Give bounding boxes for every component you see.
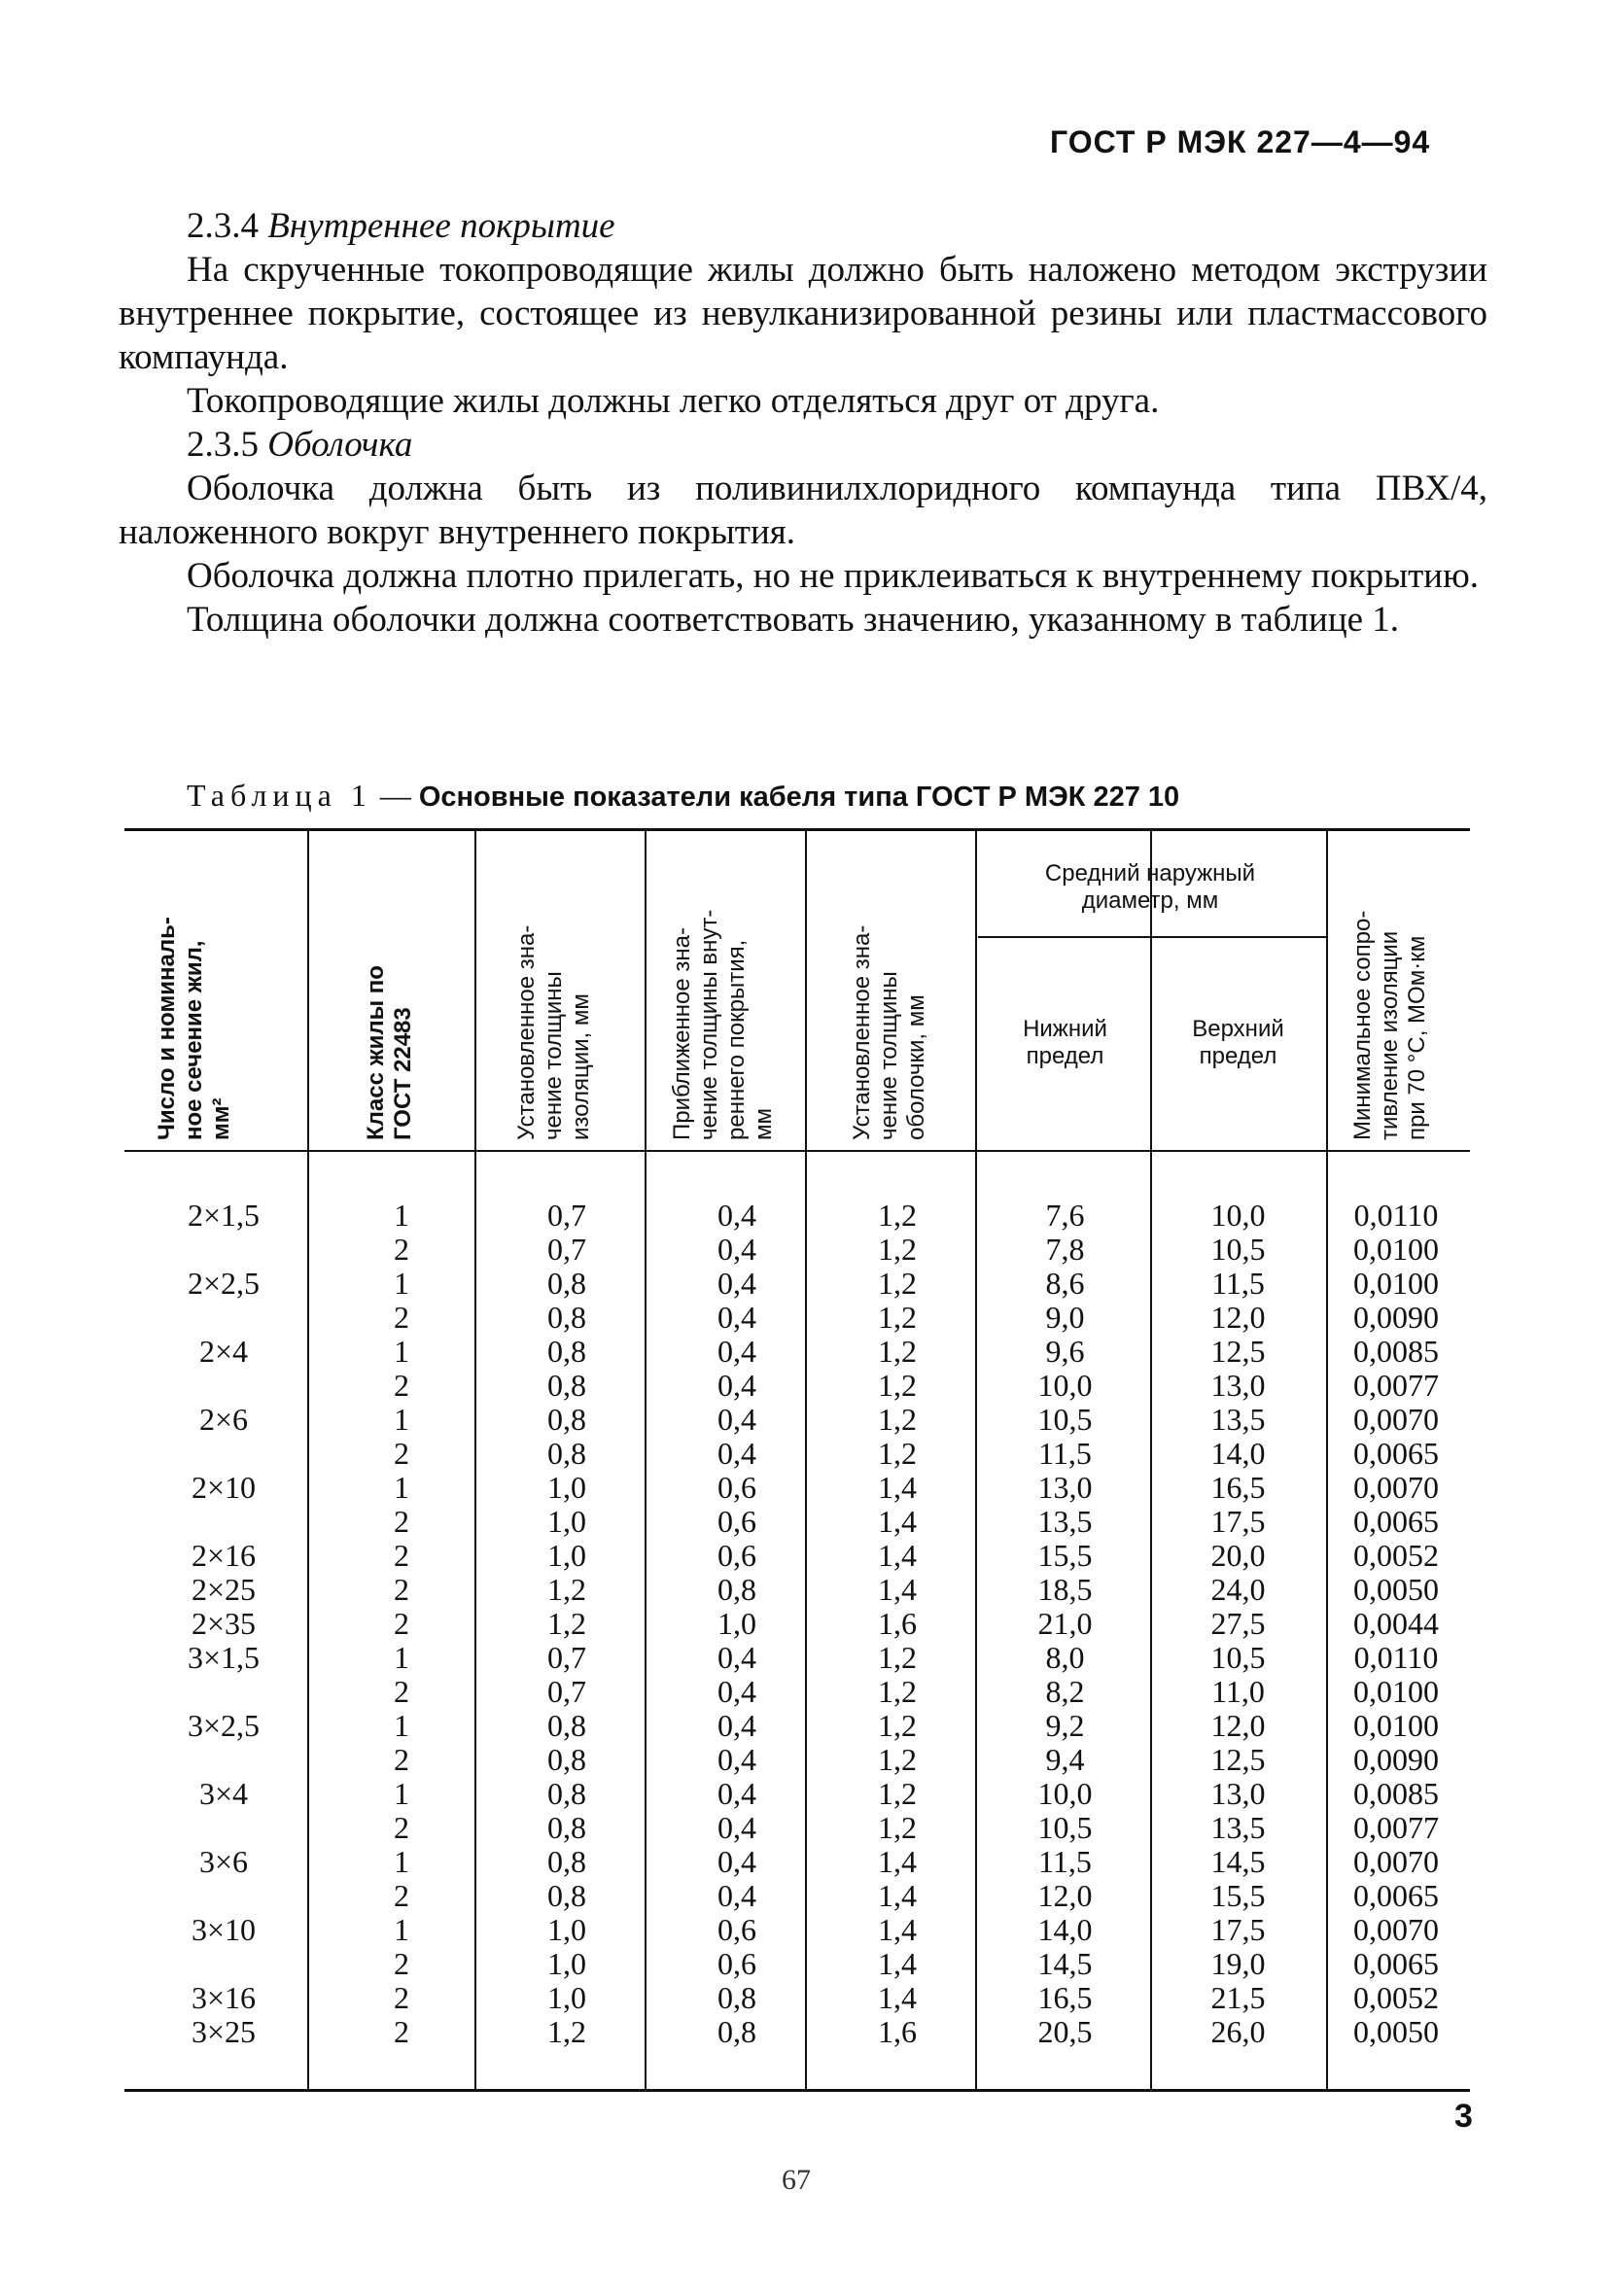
header-inner-covering-thickness: Приближенное зна- чение толщины внут- реннего покрытия, мм bbox=[669, 909, 777, 1140]
upper-limit-cell: 12,5 bbox=[1210, 1334, 1266, 1369]
sheath-cell: 1,2 bbox=[878, 1232, 917, 1267]
resistance-cell: 0,0077 bbox=[1353, 1368, 1439, 1403]
conductors-cell: 3×6 bbox=[198, 1844, 249, 1879]
inner-covering-cell: 0,8 bbox=[717, 1572, 756, 1607]
lower-limit-cell: 9,6 bbox=[1045, 1334, 1085, 1369]
upper-limit-cell: 11,5 bbox=[1211, 1266, 1265, 1301]
sheath-cell: 1,4 bbox=[878, 1470, 917, 1505]
upper-limit-cell: 27,5 bbox=[1210, 1606, 1266, 1641]
class-cell: 2 bbox=[394, 1606, 409, 1641]
table-row bbox=[124, 1267, 1470, 1301]
class-cell: 2 bbox=[394, 1674, 409, 1709]
resistance-cell: 0,0090 bbox=[1353, 1742, 1439, 1777]
upper-limit-cell: 10,5 bbox=[1210, 1232, 1266, 1267]
inner-covering-cell: 0,4 bbox=[717, 1640, 756, 1675]
section-title: Внутреннее покрытие bbox=[267, 206, 615, 246]
upper-limit-cell: 21,5 bbox=[1210, 1980, 1266, 2015]
insulation-cell: 0,7 bbox=[547, 1198, 586, 1233]
upper-limit-cell: 14,0 bbox=[1210, 1436, 1266, 1471]
inner-covering-cell: 0,6 bbox=[717, 1538, 756, 1573]
table-row bbox=[124, 1301, 1470, 1335]
lower-limit-cell: 21,0 bbox=[1037, 1606, 1093, 1641]
table-row bbox=[124, 1675, 1470, 1709]
insulation-cell: 1,0 bbox=[547, 1470, 586, 1505]
inner-covering-cell: 0,4 bbox=[717, 1402, 756, 1437]
document-code-header: ГОСТ Р МЭК 227—4—94 bbox=[1050, 124, 1431, 159]
resistance-cell: 0,0077 bbox=[1353, 1810, 1439, 1845]
upper-limit-cell: 17,5 bbox=[1210, 1912, 1266, 1947]
sheath-cell: 1,4 bbox=[878, 1946, 917, 1981]
inner-covering-cell: 0,4 bbox=[717, 1198, 756, 1233]
sheath-cell: 1,4 bbox=[878, 1504, 917, 1539]
paragraph: Токопроводящие жилы должны легко отделяться друг от друга. bbox=[187, 381, 1160, 421]
class-cell: 1 bbox=[394, 1640, 409, 1675]
lower-limit-cell: 13,5 bbox=[1037, 1504, 1093, 1539]
insulation-cell: 1,2 bbox=[547, 1572, 586, 1607]
resistance-cell: 0,0070 bbox=[1353, 1402, 1439, 1437]
lower-limit-cell: 10,0 bbox=[1037, 1368, 1093, 1403]
inner-covering-cell: 0,4 bbox=[717, 1232, 756, 1267]
insulation-cell: 1,2 bbox=[547, 1606, 586, 1641]
inner-covering-cell: 0,4 bbox=[717, 1878, 756, 1913]
resistance-cell: 0,0052 bbox=[1353, 1538, 1439, 1573]
table-row bbox=[124, 1573, 1470, 1607]
sheath-cell: 1,2 bbox=[878, 1436, 917, 1471]
conductors-cell: 2×35 bbox=[191, 1606, 257, 1641]
class-cell: 1 bbox=[394, 1776, 409, 1811]
resistance-cell: 0,0090 bbox=[1353, 1300, 1439, 1335]
inner-covering-cell: 0,4 bbox=[717, 1742, 756, 1777]
table-caption-dash: — bbox=[371, 778, 419, 813]
insulation-cell: 1,0 bbox=[547, 1504, 586, 1539]
table-row bbox=[124, 1811, 1470, 1845]
sheath-cell: 1,2 bbox=[878, 1198, 917, 1233]
lower-limit-cell: 8,2 bbox=[1045, 1674, 1085, 1709]
sheath-cell: 1,4 bbox=[878, 1980, 917, 2015]
conductors-cell: 2×10 bbox=[191, 1470, 257, 1505]
table-row bbox=[124, 1539, 1470, 1573]
resistance-cell: 0,0050 bbox=[1353, 2014, 1439, 2049]
sheath-cell: 1,2 bbox=[878, 1810, 917, 1845]
body-text bbox=[119, 204, 1487, 642]
class-cell: 2 bbox=[394, 1742, 409, 1777]
section-heading bbox=[119, 423, 1487, 467]
class-cell: 2 bbox=[394, 1368, 409, 1403]
upper-limit-cell: 26,0 bbox=[1210, 2014, 1266, 2049]
conductors-cell: 3×1,5 bbox=[187, 1640, 261, 1675]
class-cell: 2 bbox=[394, 1878, 409, 1913]
sheath-cell: 1,2 bbox=[878, 1300, 917, 1335]
insulation-cell: 1,0 bbox=[547, 1980, 586, 2015]
inner-covering-cell: 0,6 bbox=[717, 1504, 756, 1539]
resistance-cell: 0,0044 bbox=[1353, 1606, 1439, 1641]
resistance-cell: 0,0100 bbox=[1353, 1708, 1439, 1743]
upper-limit-cell: 16,5 bbox=[1210, 1470, 1266, 1505]
lower-limit-cell: 20,5 bbox=[1037, 2014, 1093, 2049]
page-number-right: 3 bbox=[1454, 2098, 1473, 2135]
upper-limit-cell: 12,0 bbox=[1210, 1300, 1266, 1335]
lower-limit-cell: 11,5 bbox=[1038, 1436, 1092, 1471]
conductors-cell: 2×16 bbox=[191, 1538, 257, 1573]
class-cell: 2 bbox=[394, 1538, 409, 1573]
class-cell: 1 bbox=[394, 1912, 409, 1947]
class-cell: 1 bbox=[394, 1198, 409, 1233]
resistance-cell: 0,0050 bbox=[1353, 1572, 1439, 1607]
table-row bbox=[124, 1471, 1470, 1505]
paragraph: Оболочка должна плотно прилегать, но не приклеиваться к внутреннему покрытию. bbox=[187, 556, 1479, 596]
lower-limit-cell: 7,6 bbox=[1045, 1198, 1085, 1233]
table-row bbox=[124, 1777, 1470, 1811]
sheath-cell: 1,2 bbox=[878, 1674, 917, 1709]
upper-limit-cell: 11,0 bbox=[1211, 1674, 1265, 1709]
page-number-bottom: 67 bbox=[782, 2164, 811, 2196]
table-row bbox=[124, 1845, 1470, 1879]
insulation-cell: 0,8 bbox=[547, 1708, 586, 1743]
lower-limit-cell: 10,5 bbox=[1037, 1402, 1093, 1437]
class-cell: 2 bbox=[394, 1436, 409, 1471]
insulation-cell: 0,8 bbox=[547, 1844, 586, 1879]
header-upper-limit: Верхний предел bbox=[1192, 1016, 1284, 1069]
resistance-cell: 0,0085 bbox=[1353, 1776, 1439, 1811]
table-row bbox=[124, 1743, 1470, 1777]
inner-covering-cell: 0,8 bbox=[717, 2014, 756, 2049]
class-cell: 1 bbox=[394, 1266, 409, 1301]
lower-limit-cell: 15,5 bbox=[1037, 1538, 1093, 1573]
inner-covering-cell: 0,4 bbox=[717, 1844, 756, 1879]
paragraph: На скрученные токопроводящие жилы должно быть наложено методом экструзии внутреннее покрытие, состоящее из невулканизированной резины или пластмассового компаунда. bbox=[119, 250, 1487, 377]
class-cell: 1 bbox=[394, 1334, 409, 1369]
table-row bbox=[124, 2015, 1470, 2049]
insulation-cell: 0,8 bbox=[547, 1742, 586, 1777]
section-number: 2.3.4 bbox=[187, 206, 259, 246]
table-row bbox=[124, 1369, 1470, 1403]
class-cell: 1 bbox=[394, 1844, 409, 1879]
conductors-cell: 2×1,5 bbox=[187, 1198, 261, 1233]
paragraph: Толщина оболочки должна соответствовать значению, указанному в таблице 1. bbox=[187, 600, 1400, 640]
upper-limit-cell: 15,5 bbox=[1210, 1878, 1266, 1913]
sheath-cell: 1,4 bbox=[878, 1572, 917, 1607]
sheath-cell: 1,4 bbox=[878, 1878, 917, 1913]
insulation-cell: 0,8 bbox=[547, 1334, 586, 1369]
sheath-cell: 1,4 bbox=[878, 1538, 917, 1573]
header-conductor-class: Класс жилы по ГОСТ 22483 bbox=[363, 965, 416, 1140]
table-row bbox=[124, 1403, 1470, 1437]
upper-limit-cell: 12,5 bbox=[1210, 1742, 1266, 1777]
inner-covering-cell: 0,4 bbox=[717, 1708, 756, 1743]
table-row bbox=[124, 1913, 1470, 1947]
upper-limit-cell: 13,0 bbox=[1210, 1368, 1266, 1403]
lower-limit-cell: 8,0 bbox=[1045, 1640, 1085, 1675]
table-row bbox=[124, 1437, 1470, 1471]
header-insulation-resistance: Минимальное сопро- тивление изоляции при 70 °С, МОм·км bbox=[1349, 910, 1430, 1140]
upper-limit-cell: 13,0 bbox=[1210, 1776, 1266, 1811]
inner-covering-cell: 0,4 bbox=[717, 1810, 756, 1845]
class-cell: 2 bbox=[394, 1980, 409, 2015]
class-cell: 2 bbox=[394, 1300, 409, 1335]
insulation-cell: 1,0 bbox=[547, 1538, 586, 1573]
resistance-cell: 0,0110 bbox=[1353, 1640, 1439, 1675]
header-group-rule bbox=[978, 936, 1326, 938]
conductors-cell: 2×6 bbox=[198, 1402, 249, 1437]
insulation-cell: 0,8 bbox=[547, 1266, 586, 1301]
section-number: 2.3.5 bbox=[187, 425, 259, 465]
lower-limit-cell: 9,4 bbox=[1045, 1742, 1085, 1777]
lower-limit-cell: 10,0 bbox=[1037, 1776, 1093, 1811]
inner-covering-cell: 0,4 bbox=[717, 1436, 756, 1471]
inner-covering-cell: 0,4 bbox=[717, 1776, 756, 1811]
upper-limit-cell: 13,5 bbox=[1210, 1402, 1266, 1437]
lower-limit-cell: 16,5 bbox=[1037, 1980, 1093, 2015]
insulation-cell: 0,7 bbox=[547, 1640, 586, 1675]
table-row bbox=[124, 1199, 1470, 1233]
inner-covering-cell: 1,0 bbox=[717, 1606, 756, 1641]
class-cell: 2 bbox=[394, 1504, 409, 1539]
table-header bbox=[124, 831, 1470, 1152]
resistance-cell: 0,0070 bbox=[1353, 1844, 1439, 1879]
header-mean-diameter: Средний наружный диаметр, мм bbox=[1044, 860, 1256, 914]
sheath-cell: 1,2 bbox=[878, 1334, 917, 1369]
conductors-cell: 2×25 bbox=[191, 1572, 257, 1607]
insulation-cell: 1,0 bbox=[547, 1946, 586, 1981]
sheath-cell: 1,6 bbox=[878, 1606, 917, 1641]
class-cell: 1 bbox=[394, 1708, 409, 1743]
table-row bbox=[124, 1607, 1470, 1641]
resistance-cell: 0,0110 bbox=[1353, 1198, 1439, 1233]
inner-covering-cell: 0,4 bbox=[717, 1266, 756, 1301]
sheath-cell: 1,6 bbox=[878, 2014, 917, 2049]
inner-covering-cell: 0,4 bbox=[717, 1300, 756, 1335]
inner-covering-cell: 0,6 bbox=[717, 1912, 756, 1947]
class-cell: 2 bbox=[394, 1572, 409, 1607]
data-table bbox=[124, 828, 1470, 2092]
class-cell: 2 bbox=[394, 2014, 409, 2049]
conductors-cell: 2×2,5 bbox=[187, 1266, 261, 1301]
table-row bbox=[124, 1233, 1470, 1267]
table-row bbox=[124, 1335, 1470, 1369]
lower-limit-cell: 14,0 bbox=[1037, 1912, 1093, 1947]
table-caption bbox=[187, 778, 1179, 814]
lower-limit-cell: 8,6 bbox=[1045, 1266, 1085, 1301]
inner-covering-cell: 0,4 bbox=[717, 1674, 756, 1709]
class-cell: 2 bbox=[394, 1232, 409, 1267]
conductors-cell: 2×4 bbox=[198, 1334, 249, 1369]
sheath-cell: 1,4 bbox=[878, 1844, 917, 1879]
insulation-cell: 0,8 bbox=[547, 1300, 586, 1335]
insulation-cell: 0,8 bbox=[547, 1402, 586, 1437]
class-cell: 1 bbox=[394, 1470, 409, 1505]
lower-limit-cell: 11,5 bbox=[1038, 1844, 1092, 1879]
insulation-cell: 0,8 bbox=[547, 1368, 586, 1403]
conductors-cell: 3×25 bbox=[191, 2014, 257, 2049]
paragraph: Оболочка должна быть из поливинилхлоридного компаунда типа ПВХ/4, наложенного вокруг внутреннего покрытия. bbox=[119, 469, 1487, 552]
resistance-cell: 0,0052 bbox=[1353, 1980, 1439, 2015]
lower-limit-cell: 12,0 bbox=[1037, 1878, 1093, 1913]
sheath-cell: 1,2 bbox=[878, 1402, 917, 1437]
header-sheath-thickness: Установленное зна- чение толщины оболочки, мм bbox=[849, 924, 929, 1140]
table-row bbox=[124, 1505, 1470, 1539]
table-caption-title: Основные показатели кабеля типа ГОСТ Р МЭК 227 10 bbox=[418, 782, 1180, 813]
upper-limit-cell: 17,5 bbox=[1210, 1504, 1266, 1539]
inner-covering-cell: 0,6 bbox=[717, 1946, 756, 1981]
upper-limit-cell: 19,0 bbox=[1210, 1946, 1266, 1981]
resistance-cell: 0,0070 bbox=[1353, 1470, 1439, 1505]
lower-limit-cell: 9,2 bbox=[1045, 1708, 1085, 1743]
insulation-cell: 0,7 bbox=[547, 1232, 586, 1267]
upper-limit-cell: 12,0 bbox=[1210, 1708, 1266, 1743]
insulation-cell: 0,8 bbox=[547, 1878, 586, 1913]
resistance-cell: 0,0065 bbox=[1353, 1878, 1439, 1913]
resistance-cell: 0,0100 bbox=[1353, 1232, 1439, 1267]
insulation-cell: 0,8 bbox=[547, 1776, 586, 1811]
lower-limit-cell: 9,0 bbox=[1045, 1300, 1085, 1335]
insulation-cell: 1,2 bbox=[547, 2014, 586, 2049]
sheath-cell: 1,2 bbox=[878, 1640, 917, 1675]
conductors-cell: 3×2,5 bbox=[187, 1708, 261, 1743]
lower-limit-cell: 10,5 bbox=[1037, 1810, 1093, 1845]
sheath-cell: 1,2 bbox=[878, 1368, 917, 1403]
resistance-cell: 0,0065 bbox=[1353, 1946, 1439, 1981]
header-lower-limit: Нижний предел bbox=[1023, 1016, 1107, 1069]
insulation-cell: 1,0 bbox=[547, 1912, 586, 1947]
inner-covering-cell: 0,6 bbox=[717, 1470, 756, 1505]
resistance-cell: 0,0070 bbox=[1353, 1912, 1439, 1947]
conductors-cell: 3×10 bbox=[191, 1912, 257, 1947]
table-row bbox=[124, 1641, 1470, 1675]
sheath-cell: 1,2 bbox=[878, 1708, 917, 1743]
inner-covering-cell: 0,8 bbox=[717, 1980, 756, 2015]
resistance-cell: 0,0100 bbox=[1353, 1266, 1439, 1301]
resistance-cell: 0,0085 bbox=[1353, 1334, 1439, 1369]
header-conductors: Число и номиналь- ное сечение жил, мм² bbox=[154, 917, 234, 1140]
resistance-cell: 0,0065 bbox=[1353, 1504, 1439, 1539]
sheath-cell: 1,2 bbox=[878, 1742, 917, 1777]
section-heading bbox=[119, 204, 1487, 248]
lower-limit-cell: 7,8 bbox=[1045, 1232, 1085, 1267]
inner-covering-cell: 0,4 bbox=[717, 1334, 756, 1369]
sheath-cell: 1,4 bbox=[878, 1912, 917, 1947]
inner-covering-cell: 0,4 bbox=[717, 1368, 756, 1403]
insulation-cell: 0,7 bbox=[547, 1674, 586, 1709]
table-row bbox=[124, 1947, 1470, 1981]
class-cell: 1 bbox=[394, 1402, 409, 1437]
lower-limit-cell: 14,5 bbox=[1037, 1946, 1093, 1981]
sheath-cell: 1,2 bbox=[878, 1776, 917, 1811]
resistance-cell: 0,0100 bbox=[1353, 1674, 1439, 1709]
resistance-cell: 0,0065 bbox=[1353, 1436, 1439, 1471]
class-cell: 2 bbox=[394, 1946, 409, 1981]
insulation-cell: 0,8 bbox=[547, 1436, 586, 1471]
upper-limit-cell: 10,5 bbox=[1210, 1640, 1266, 1675]
table-row bbox=[124, 1879, 1470, 1913]
upper-limit-cell: 10,0 bbox=[1210, 1198, 1266, 1233]
conductors-cell: 3×4 bbox=[198, 1776, 249, 1811]
conductors-cell: 3×16 bbox=[191, 1980, 257, 2015]
table-row bbox=[124, 1709, 1470, 1743]
table-caption-label: Таблица 1 bbox=[187, 778, 372, 813]
upper-limit-cell: 24,0 bbox=[1210, 1572, 1266, 1607]
table-row bbox=[124, 1981, 1470, 2015]
upper-limit-cell: 14,5 bbox=[1210, 1844, 1266, 1879]
header-insulation-thickness: Установленное зна- чение толщины изоляции, мм bbox=[513, 924, 594, 1140]
upper-limit-cell: 13,5 bbox=[1210, 1810, 1266, 1845]
upper-limit-cell: 20,0 bbox=[1210, 1538, 1266, 1573]
insulation-cell: 0,8 bbox=[547, 1810, 586, 1845]
lower-limit-cell: 18,5 bbox=[1037, 1572, 1093, 1607]
lower-limit-cell: 13,0 bbox=[1037, 1470, 1093, 1505]
section-title: Оболочка bbox=[267, 425, 413, 465]
class-cell: 2 bbox=[394, 1810, 409, 1845]
sheath-cell: 1,2 bbox=[878, 1266, 917, 1301]
